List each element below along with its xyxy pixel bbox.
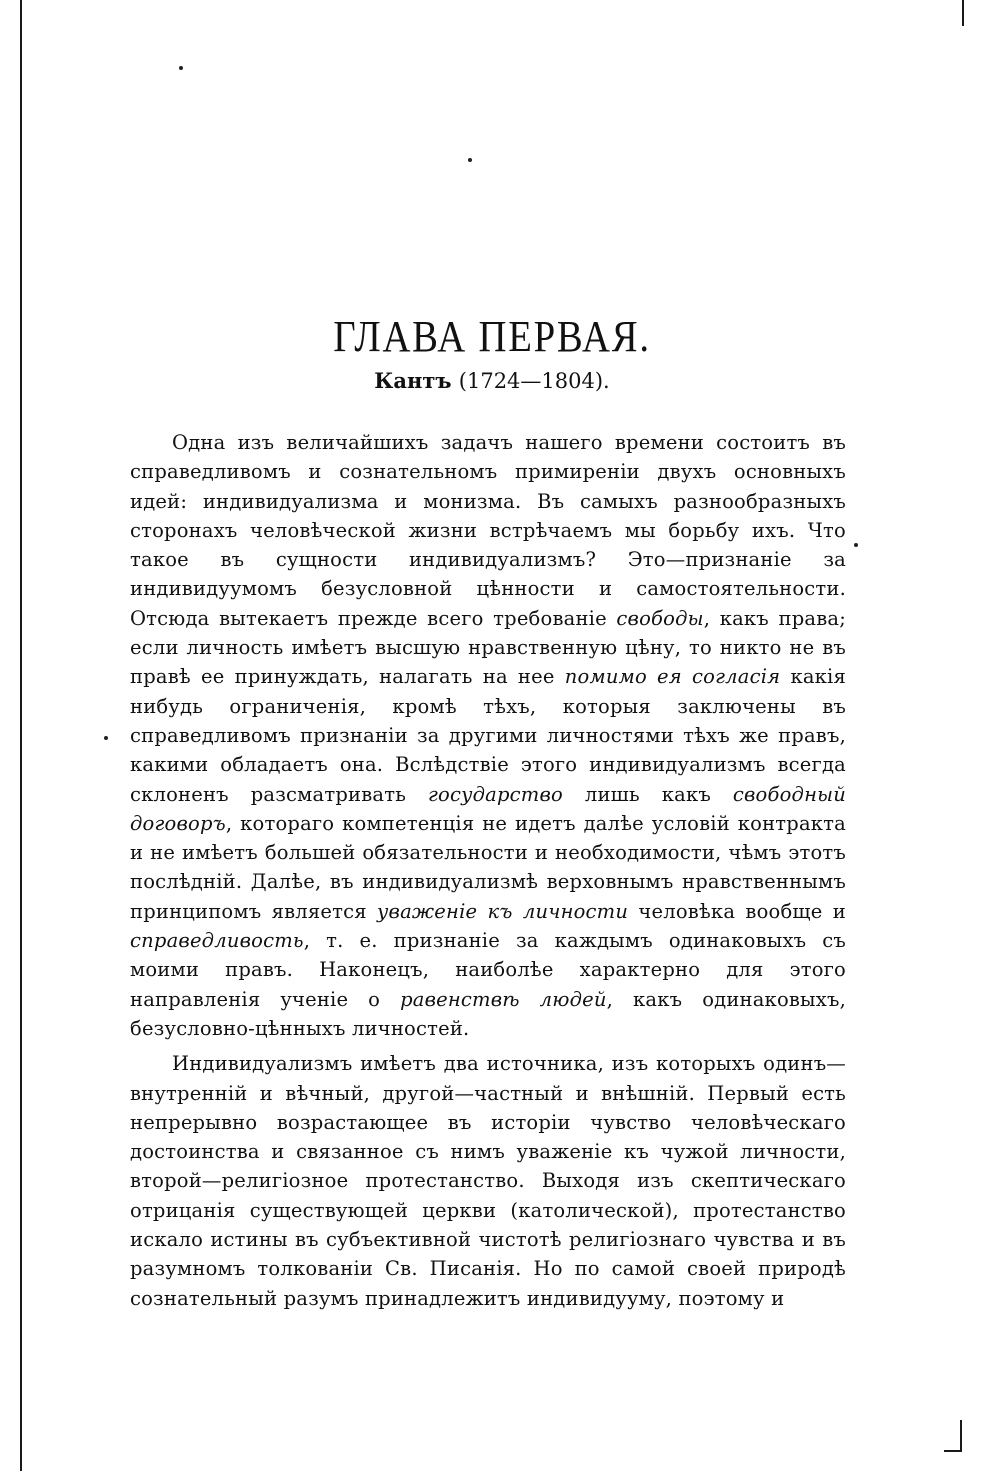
emphasis-text: уваженіе къ личности — [377, 899, 629, 923]
print-speck — [104, 736, 108, 740]
paragraph-text: лишь какъ — [562, 782, 733, 806]
emphasis-text: равенствѣ людей — [400, 987, 607, 1011]
emphasis-text: справедливость — [130, 929, 304, 953]
paragraph-text: какія нибудь ограниченія, кромѣ тѣхъ, которыя заключены въ справедливомъ признаніи за другими личностями тѣхъ же правъ, какими обладаетъ она. Вслѣдствіе этого индивидуализмъ всегда склоненъ разсматривать — [130, 665, 846, 806]
paragraph-text: , какъ права; если личность имѣетъ высшую нравственную цѣну, то никто не въ правѣ ее принуждать, налагать на нее — [130, 606, 846, 689]
section-years: (1724—1804). — [458, 369, 610, 393]
print-speck — [854, 543, 858, 547]
emphasis-text: помимо ея согласія — [564, 665, 781, 689]
page-edge-right-top — [962, 0, 964, 26]
emphasis-text: государство — [427, 782, 563, 806]
paragraph-text: Одна изъ величайшихъ задачъ нашего времени состоитъ въ справедливомъ и сознательномъ примиреніи двухъ основныхъ идей: индивидуализма и монизма. Въ самыхъ разнообразныхъ сторонахъ человѣческой жизни встрѣчаемъ мы борьбу ихъ. Что такое въ сущности индивидуализмъ? Это—признаніе за индивидуумомъ безусловной цѣнности и самостоятельности. Отсюда вытекаетъ прежде всего требованіе — [130, 431, 846, 630]
print-speck — [179, 66, 183, 70]
paragraph — [130, 1049, 846, 1313]
section-name: Кантъ — [374, 368, 452, 393]
paragraph-text: , котораго компетенція не идетъ далѣе условій контракта и не имѣетъ большей обязательности и необходимости, чѣмъ этотъ послѣдній. Далѣе, въ индивидуализмѣ верховнымъ нравственнымъ принципомъ является — [130, 811, 846, 923]
emphasis-text: свободы — [616, 606, 704, 630]
body-text — [130, 428, 846, 1313]
paragraph — [130, 428, 846, 1043]
paragraph-text: Индивидуализмъ имѣетъ два источника, изъ которыхъ одинъ—внутренній и вѣчный, другой—частный и внѣшній. Первый есть непрерывно возрастающее въ исторіи чувство человѣческаго достоинства и связанное съ нимъ уваженіе къ чужой личности, второй—религіозное протестанство. Выходя изъ скептическаго отрицанія существующей церкви (католической), протестанство искало истины въ субъективной чистотѣ религіознаго чувства и въ разумномъ толкованіи Св. Писанія. Но по самой своей природѣ сознательный разумъ принадлежитъ индивидууму, поэтому и — [130, 1052, 846, 1310]
print-speck — [468, 158, 472, 162]
paragraph-text: , т. е. признаніе за каждымъ одинаковыхъ съ моими правъ. Наконецъ, наиболѣе характерно для этого направленія ученіе о — [130, 929, 846, 1011]
page-edge-right-foot — [944, 1450, 962, 1452]
paragraph-text: человѣка вообще и — [628, 899, 846, 923]
page-edge-right-bottom — [960, 1420, 962, 1452]
chapter-title: ГЛАВА ПЕРВАЯ. — [333, 312, 651, 362]
paragraph-text: , какъ одинаковыхъ, безусловно-цѣнныхъ личностей. — [130, 987, 846, 1040]
section-heading — [0, 368, 984, 393]
page-edge-left — [20, 0, 22, 1471]
emphasis-text: свободный договоръ — [130, 782, 846, 835]
